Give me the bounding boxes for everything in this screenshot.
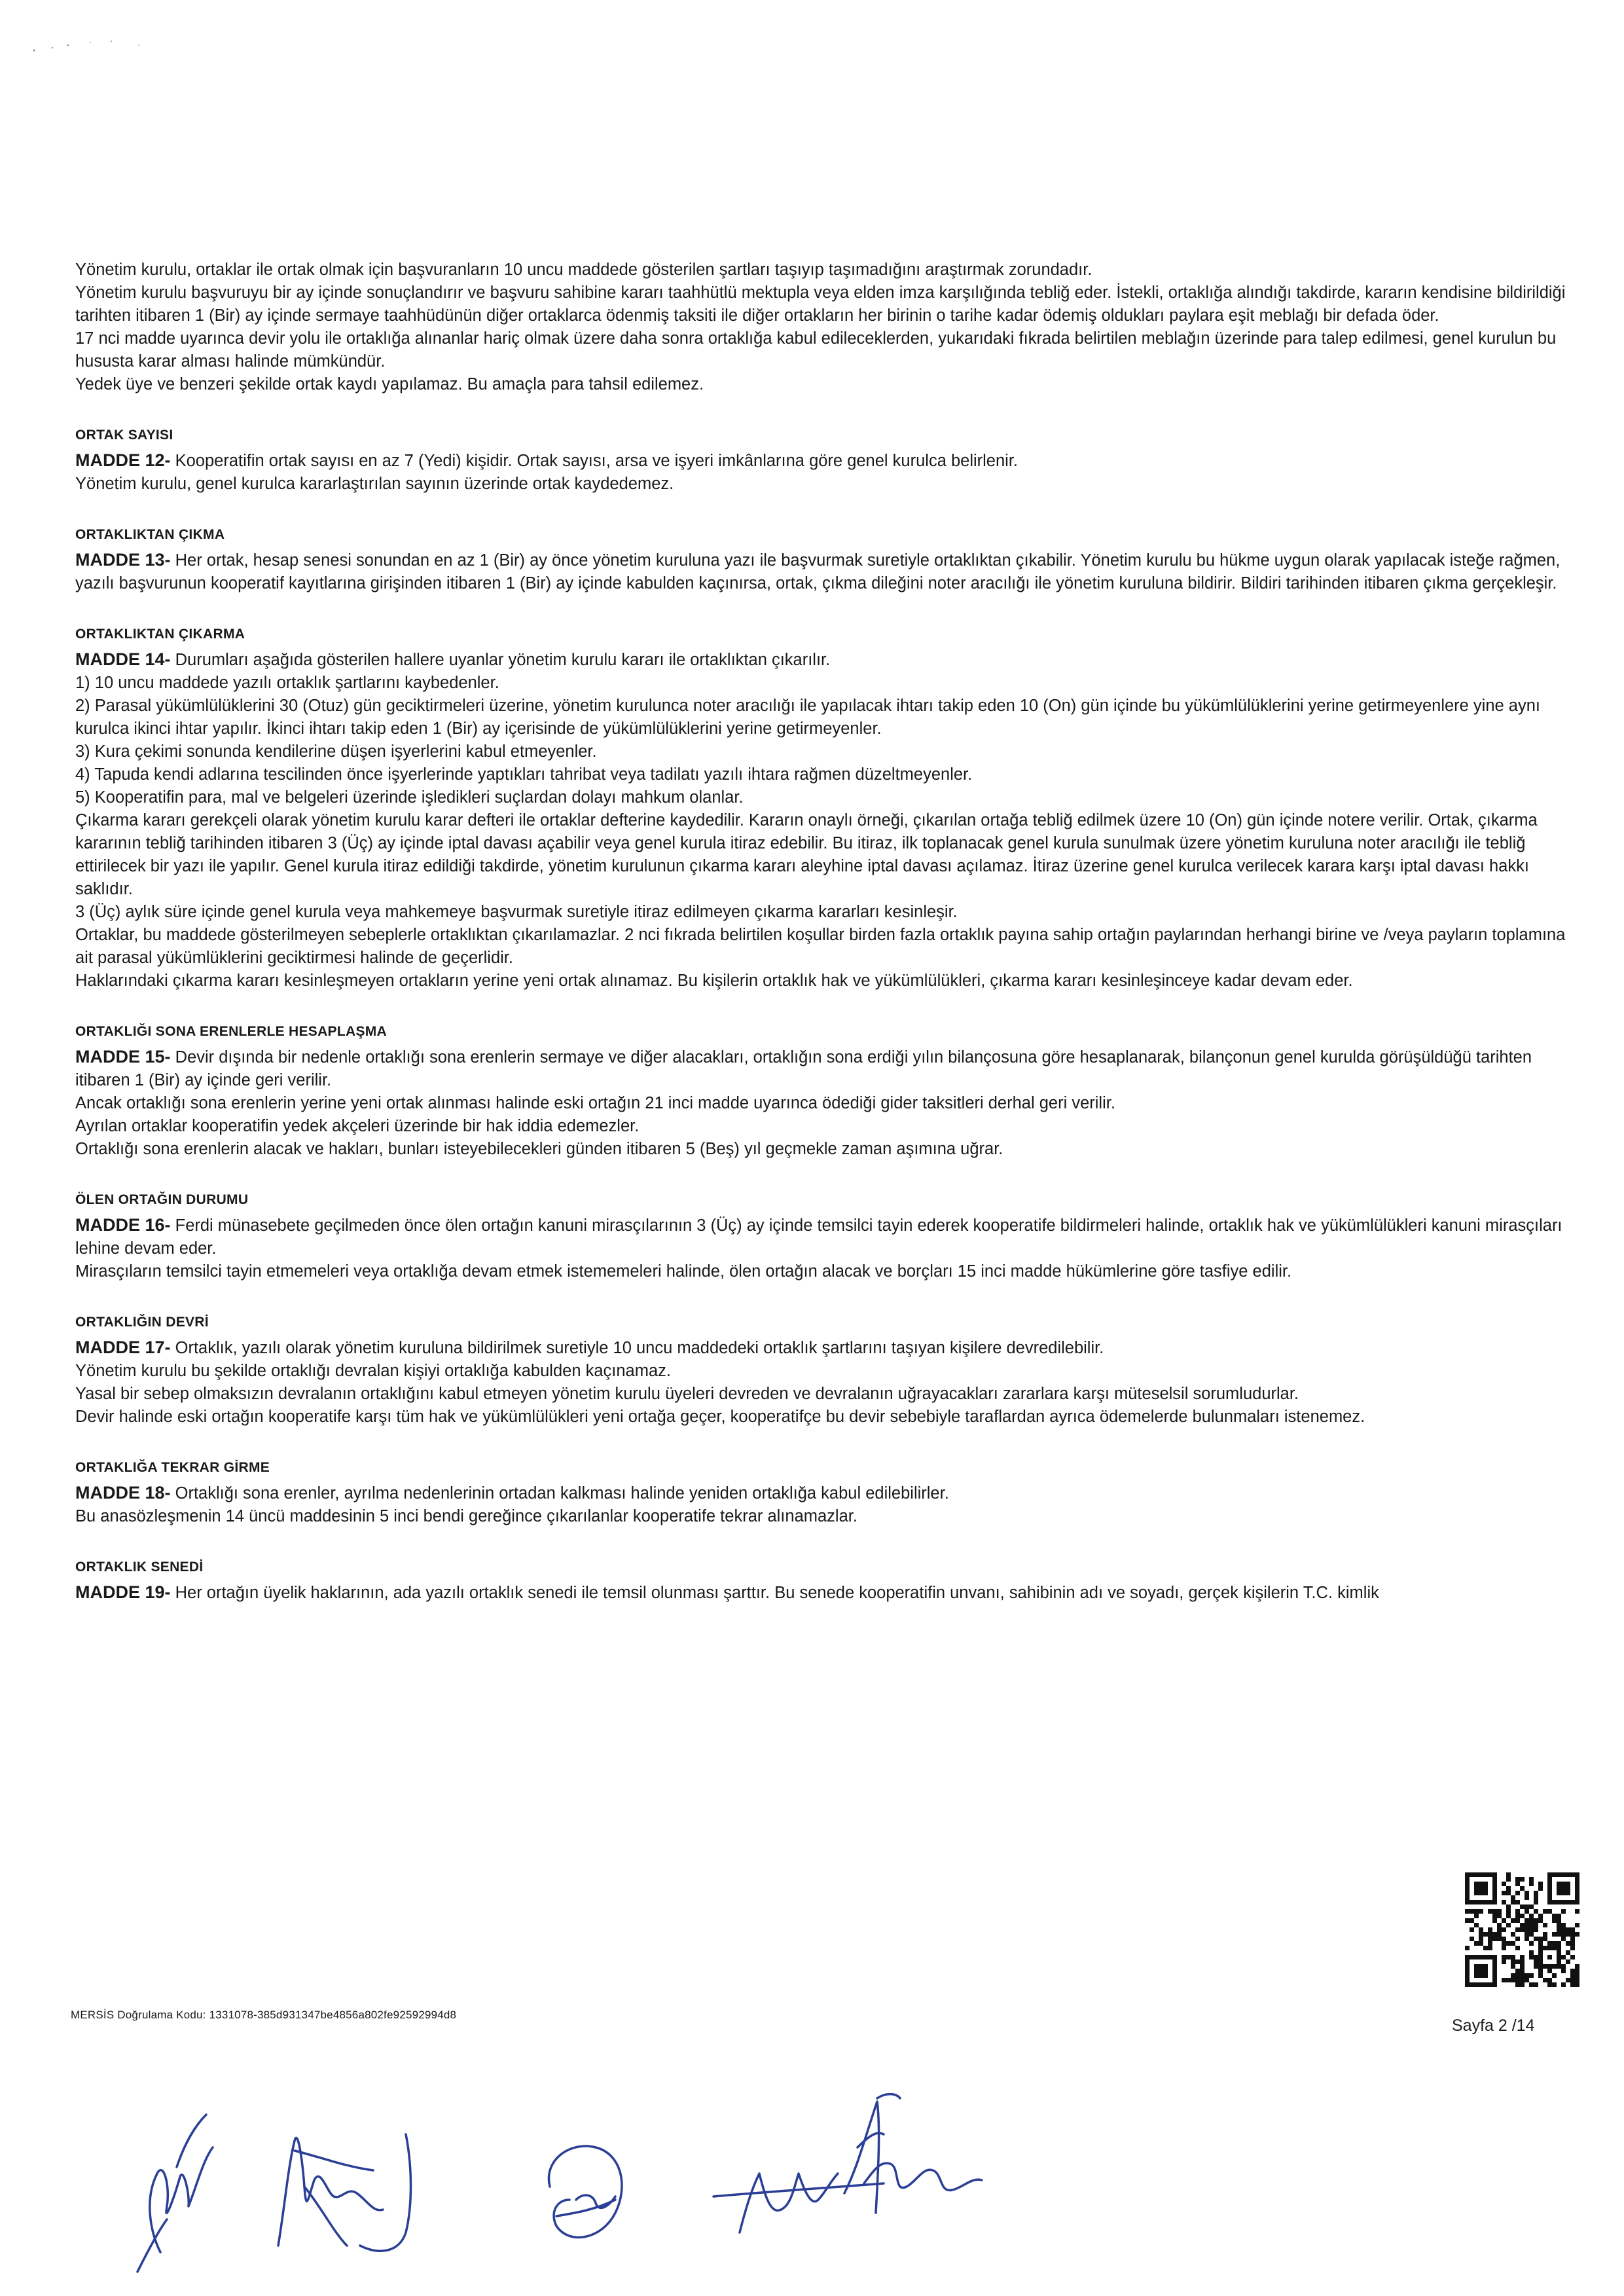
section-paragraph: Yönetim kurulu, genel kurulca kararlaştırılan sayının üzerinde ortak kaydedemez. (75, 475, 674, 493)
intro-paragraph: Yedek üye ve benzeri şekilde ortak kaydı yapılamaz. Bu amaçla para tahsil edilemez. (75, 375, 704, 393)
section-paragraph: Ayrılan ortaklar kooperatifin yedek akçeleri üzerinde bir hak iddia edemezler. (75, 1117, 640, 1135)
article-number: MADDE 15- (75, 1047, 171, 1066)
section-tekrar-girme (75, 1458, 1581, 1528)
section-paragraph: Ancak ortaklığı sona erenlerin yerine yeni ortak alınması halinde eski ortağın 21 inci madde uyarınca ödediği gider taksitleri derhal geri verilir. (75, 1094, 1115, 1112)
article-number: MADDE 18- (75, 1483, 171, 1503)
section-paragraph (75, 1046, 1581, 1092)
article-number: MADDE 19- (75, 1582, 171, 1602)
section-paragraph: Ortaklar, bu maddede gösterilmeyen sebeplerle ortaklıktan çıkarılamazlar. 2 nci fıkrada belirtilen koşullar birden fazla ortaklık payına sahip ortağın paylarından herhangi birine ve /veya payların toplamına ait parasal yükümlüklerini geciktirmesi halinde de geçerlidir. (75, 926, 1566, 967)
section-heading: ÖLEN ORTAĞIN DURUMU (75, 1192, 249, 1207)
section-paragraph: Bu anasözleşmenin 14 üncü maddesinin 5 inci bendi gereğince çıkarılanlar kooperatife tekrar alınamazlar. (75, 1507, 857, 1525)
section-paragraph: 2) Parasal yükümlülüklerini 30 (Otuz) gün geciktirmeleri üzerine, yönetim kurulunca noter aracılığı ile yapılacak ihtarı takip eden 10 (On) gün içinde bu yükümlülüklerini yerine getirmeyenlere yine aynı kurulca ikinci ihtar yapılır. İkinci ihtarı takip eden 1 (Bir) ay içerisinde de yükümlülüklerini yerine getirmeyenler. (75, 697, 1540, 738)
section-paragraph: Yönetim kurulu bu şekilde ortaklığı devralan kişiyi ortaklığa kabulden kaçınamaz. (75, 1362, 671, 1380)
qr-code-icon (1465, 1872, 1579, 1987)
article-text: Ortaklığı sona erenler, ayrılma nedenlerinin ortadan kalkması halinde yeniden ortaklığa kabul edilebilirler. (170, 1484, 949, 1503)
intro-paragraph: 17 nci madde uyarınca devir yolu ile ortaklığa alınanlar hariç olmak üzere daha sonra ortaklığa kabul edileceklerden, yukarıdaki fıkrada belirtilen meblağın üzerinde para talep edilmesi, genel kurulun bu hususta karar alması halinde mümkündür. (75, 329, 1557, 371)
section-paragraph (75, 1336, 1581, 1360)
section-heading: ORTAKLIKTAN ÇIKMA (75, 527, 225, 542)
article-text: Devir dışında bir nedenle ortaklığı sona erenlerin sermaye ve diğer alacakları, ortaklığın sona erdiği yılın bilançosuna göre hesaplanarak, bilançonun genel kurulda görüşüldüğü tarihten itibaren 1 (Bir) ay içinde geri verilir. (75, 1048, 1532, 1089)
section-heading: ORTAK SAYISI (75, 428, 173, 443)
section-paragraph (75, 1214, 1581, 1260)
section-heading: ORTAKLIĞIN DEVRİ (75, 1315, 209, 1330)
verification-code: MERSİS Doğrulama Kodu: 1331078-385d931347be4856a802fe92592994d8 (71, 2009, 457, 2021)
section-paragraph: Devir halinde eski ortağın kooperatife karşı tüm hak ve yükümlülükleri yeni ortağa geçer, kooperatifçe bu devir sebebiyle taraflardan ayrıca ödemelerde bulunmaları istenemez. (75, 1408, 1365, 1426)
article-number: MADDE 13- (75, 550, 171, 570)
section-heading: ORTAKLIĞA TEKRAR GİRME (75, 1460, 270, 1475)
section-paragraph: 5) Kooperatifin para, mal ve belgeleri üzerinde işledikleri suçlardan dolayı mahkum olanlar. (75, 788, 744, 807)
article-text: Ortaklık, yazılı olarak yönetim kuruluna bildirilmek suretiyle 10 uncu maddedeki ortaklık şartlarını taşıyan kişilere devredilebilir. (170, 1339, 1104, 1357)
section-hesaplasma (75, 1022, 1581, 1161)
section-ortaklik-senedi (75, 1558, 1581, 1605)
section-ortakliktan-cikma (75, 525, 1581, 595)
section-paragraph: Yasal bir sebep olmaksızın devralanın ortaklığını kabul etmeyen yönetim kurulu üyeleri devreden ve devralanın uğrayacakları zararlara karşı müteselsil sorumludurlar. (75, 1385, 1299, 1403)
section-paragraph (75, 549, 1581, 595)
section-paragraph (75, 1482, 1581, 1505)
article-text: Durumları aşağıda gösterilen hallere uyanlar yönetim kurulu kararı ile ortaklıktan çıkarılır. (170, 651, 831, 669)
article-text: Kooperatifin ortak sayısı en az 7 (Yedi) kişidir. Ortak sayısı, arsa ve işyeri imkânlarına göre genel kurulca belirlenir. (170, 452, 1019, 470)
section-heading: ORTAKLIĞI SONA ERENLERLE HESAPLAŞMA (75, 1024, 388, 1039)
article-text: Her ortak, hesap senesi sonundan en az 1 (Bir) ay önce yönetim kuruluna yazı ile başvurmak suretiyle ortaklıktan çıkabilir. Yönetim kurulu bu hükme uygun olarak yapılacak isteğe rağmen, yazılı başvurunun kooperatif kayıtlarına girişinden itibaren 1 (Bir) ay içinde kabulden kaçınırsa, ortak, çıkma dileğini noter aracılığı ile yönetim kuruluna bildirir. Bildiri tarihinden itibaren çıkma gerçekleşir. (75, 551, 1561, 592)
section-heading: ORTAKLIK SENEDİ (75, 1559, 204, 1575)
article-number: MADDE 17- (75, 1338, 171, 1357)
section-heading: ORTAKLIKTAN ÇIKARMA (75, 627, 245, 642)
signature-icon (98, 2036, 1080, 2278)
article-number: MADDE 12- (75, 450, 171, 470)
intro-paragraph: Yönetim kurulu, ortaklar ile ortak olmak için başvuranların 10 uncu maddede gösterilen şartları taşıyıp taşımadığını araştırmak zorundadır. (75, 261, 1092, 279)
intro-section (75, 259, 1581, 396)
section-paragraph: Ortaklığı sona erenlerin alacak ve hakları, bunları isteyebilecekleri günden itibaren 5 (Beş) yıl geçmekle zaman aşımına uğrar. (75, 1140, 1003, 1158)
section-paragraph: Çıkarma kararı gerekçeli olarak yönetim kurulu karar defteri ile ortaklar defterine kaydedilir. Kararın onaylı örneği, çıkarılan ortağa tebliğ edilmek üzere 10 (On) gün içinde notere verilir. Ortak, çıkarma kararının tebliğ tarihinden itibaren 3 (Üç) ay içinde iptal davası açabilir veya genel kurula itiraz edebilir. Bu itiraz, ilk toplanacak genel kurula sunulmak üzere yönetim kuruluna noter aracılığı ile tebliğ ettirilecek bir yazı ile yapılır. Genel kurula itiraz edildiği takdirde, yönetim kurulunun çıkarma kararı aleyhine iptal davası açılamaz. İtiraz üzerine genel kurulca verilecek karara karşı iptal davası hakkı saklıdır. (75, 811, 1538, 898)
section-ortak-sayisi (75, 426, 1581, 496)
section-ortakliktan-cikarma (75, 625, 1581, 993)
section-paragraph (75, 449, 1581, 473)
section-paragraph: 3) Kura çekimi sonunda kendilerine düşen işyerlerini kabul etmeyenler. (75, 742, 597, 761)
section-paragraph: 1) 10 uncu maddede yazılı ortaklık şartlarını kaybedenler. (75, 674, 499, 692)
article-number: MADDE 16- (75, 1215, 171, 1235)
intro-paragraph: Yönetim kurulu başvuruyu bir ay içinde sonuçlandırır ve başvuru sahibine kararı taahhütlü mektupla veya elden imza karşılığında tebliğ eder. İstekli, ortaklığa alındığı takdirde, kararın kendisine bildirildiği tarihten itibaren 1 (Bir) ay içinde sermaye taahhüdünün diğer ortaklarca ödenmiş taksiti ile diğer ortakların her birinin o tarihe kadar ödemiş oldukları paylara eşit meblağı bir defada öder. (75, 283, 1566, 325)
section-paragraph: 4) Tapuda kendi adlarına tescilinden önce işyerlerinde yaptıkları tahribat veya tadilatı yazılı ihtara rağmen düzeltmeyenler. (75, 765, 973, 784)
scan-artifact-icon (26, 36, 157, 62)
article-text: Ferdi münasebete geçilmeden önce ölen ortağın kanuni mirasçılarının 3 (Üç) ay içinde temsilci tayin ederek kooperatife bildirmeleri halinde, ortaklık hak ve yükümlülükleri kanuni mirasçıları lehine devam eder. (75, 1216, 1562, 1258)
section-paragraph (75, 1581, 1581, 1605)
section-paragraph (75, 648, 1581, 672)
section-paragraph: Haklarındaki çıkarma kararı kesinleşmeyen ortakların yerine yeni ortak alınamaz. Bu kişilerin ortaklık hak ve yükümlülükleri, çıkarma kararı kesinleşinceye kadar devam eder. (75, 972, 1353, 990)
section-olen-ortak (75, 1190, 1581, 1283)
article-text: Her ortağın üyelik haklarının, ada yazılı ortaklık senedi ile temsil olunması şarttır. Bu senede kooperatifin unvanı, sahibinin adı ve soyadı, gerçek kişilerin T.C. kimlik (170, 1584, 1379, 1602)
document-body (75, 259, 1581, 1605)
section-paragraph: Mirasçıların temsilci tayin etmemeleri veya ortaklığa devam etmek istememeleri halinde, ölen ortağın alacak ve borçları 15 inci madde hükümlerine göre tasfiye edilir. (75, 1262, 1292, 1281)
page-number: Sayfa 2 /14 (1452, 2016, 1535, 2035)
article-number: MADDE 14- (75, 649, 171, 669)
section-paragraph: 3 (Üç) aylık süre içinde genel kurula veya mahkemeye başvurmak suretiyle itiraz edilmeyen çıkarma kararları kesinleşir. (75, 903, 958, 921)
section-ortaklik-devri (75, 1313, 1581, 1429)
